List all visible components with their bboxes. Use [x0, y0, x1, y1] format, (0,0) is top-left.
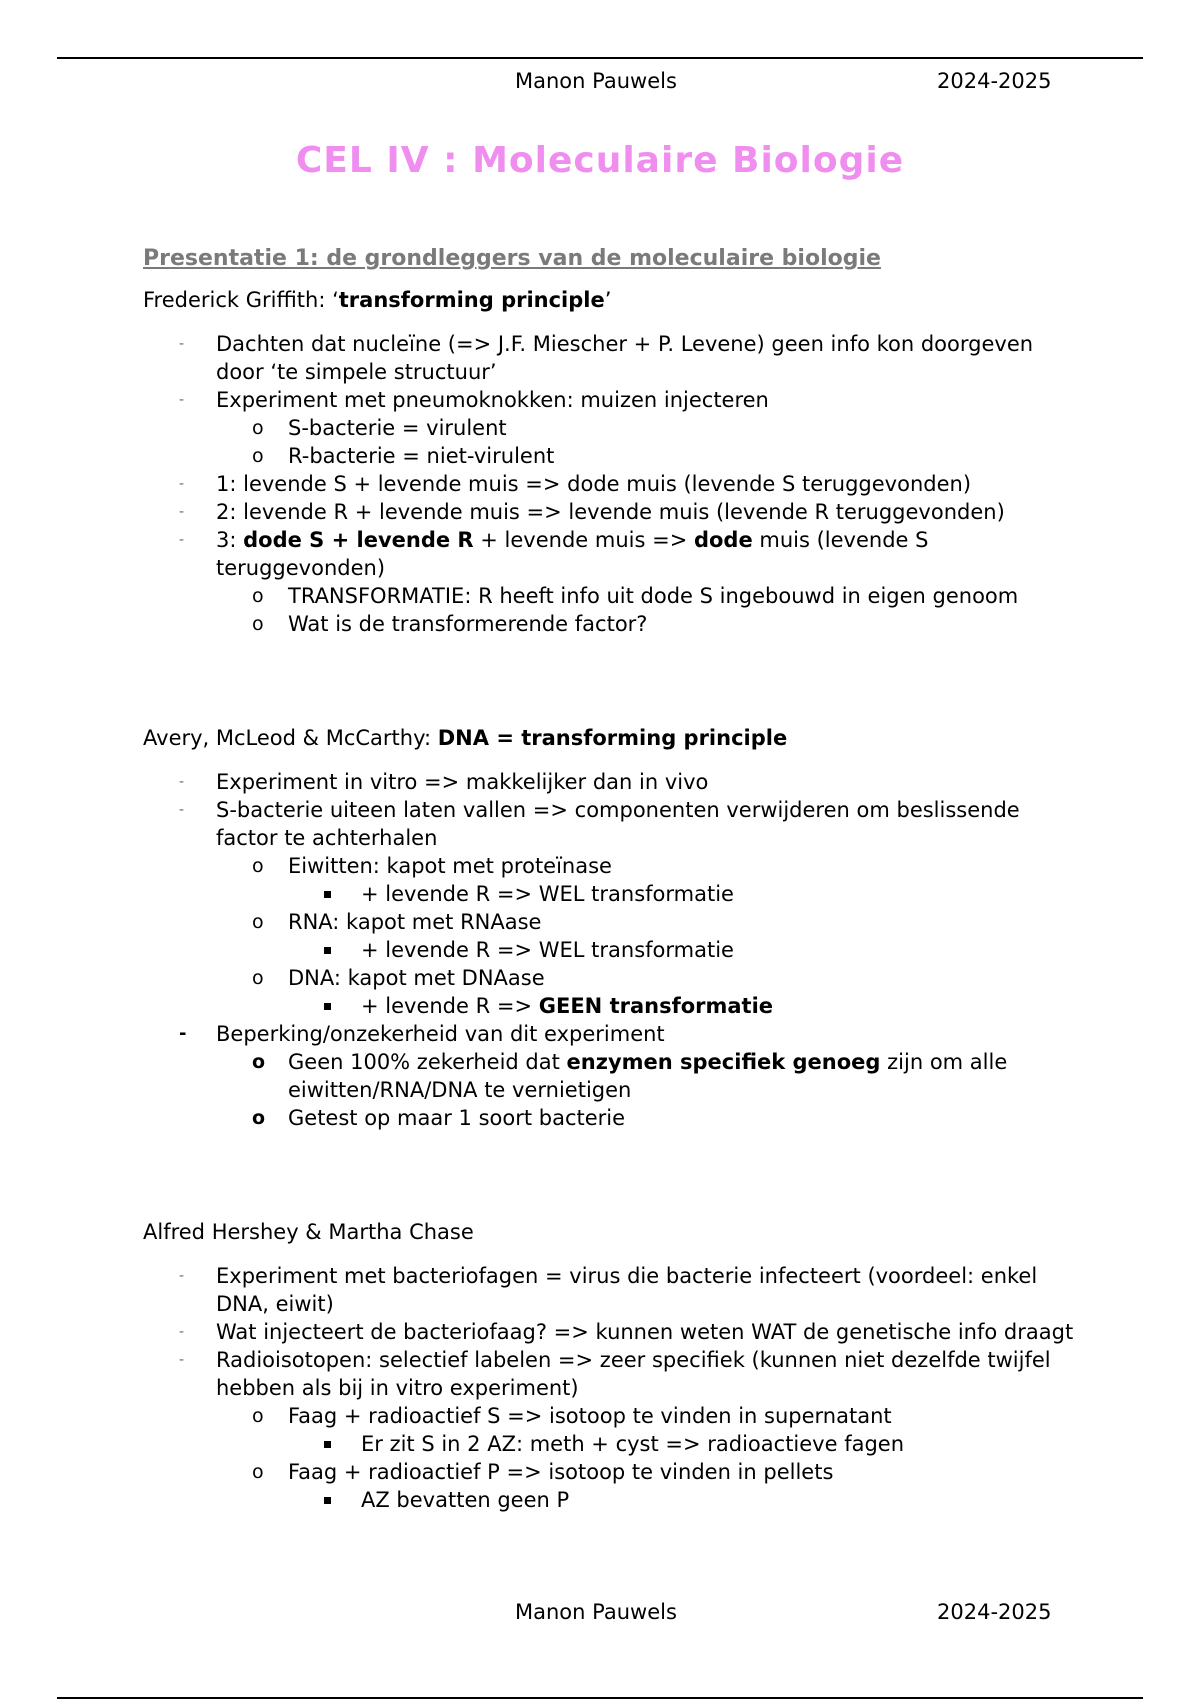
list-item: + levende R => WEL transformatie: [143, 936, 1083, 964]
square-bullet-icon: [324, 1497, 331, 1504]
list-item: o RNA: kapot met RNAase: [252, 910, 542, 934]
list-item: o Geen 100% zekerheid dat enzymen specifiek genoeg zijn om alle eiwitten/RNA/DNA te vernietigen: [252, 1050, 1008, 1102]
section-spacer: [143, 1132, 1083, 1218]
list-item: o Faag + radioactief P => isotoop te vinden in pellets: [252, 1460, 834, 1484]
list-item: - Experiment in vitro => makkelijker dan in vivo: [179, 770, 709, 794]
square-bullet-icon: [324, 1441, 331, 1448]
list-item: - 2: levende R + levende muis => levende muis (levende R teruggevonden): [179, 500, 1005, 524]
list-item: o Wat is de transformerende factor?: [252, 612, 648, 636]
footer-year: 2024-2025: [937, 1600, 1052, 1624]
list-item: - Experiment met bacteriofagen = virus die bacterie infecteert (voordeel: enkel DNA, eiwit): [179, 1264, 1038, 1316]
avery-list: [143, 768, 1083, 1132]
list-item: o Faag + radioactief S => isotoop te vinden in supernatant: [252, 1404, 892, 1428]
square-bullet-icon: [324, 947, 331, 954]
list-item: + levende R => GEEN transformatie: [143, 992, 1083, 1020]
list-item: o Eiwitten: kapot met proteïnase: [252, 854, 612, 878]
header-rule: [57, 57, 1143, 59]
list-item: o S-bacterie = virulent: [252, 416, 507, 440]
page-footer: [0, 1600, 1200, 1630]
list-item: - Radioisotopen: selectief labelen => zeer specifiek (kunnen niet dezelfde twijfel hebben als bij in vitro experiment): [179, 1348, 1051, 1400]
list-item: - Dachten dat nucleïne (=> J.F. Miescher + P. Levene) geen info kon doorgeven door ‘te simpele structuur’: [179, 332, 1034, 384]
square-bullet-icon: [324, 1003, 331, 1010]
list-item: AZ bevatten geen P: [143, 1486, 1083, 1514]
list-item: - S-bacterie uiteen laten vallen => componenten verwijderen om beslissende factor te achterhalen: [179, 798, 1020, 850]
list-item: - Experiment met pneumoknokken: muizen injecteren: [179, 388, 769, 412]
griffith-list: [143, 330, 1083, 638]
hershey-list: [143, 1262, 1083, 1514]
presentation-heading: Presentatie 1: de grondleggers van de moleculaire biologie: [143, 246, 881, 271]
header-author: Manon Pauwels: [515, 69, 677, 93]
footer-rule: [57, 1697, 1143, 1699]
page-header: [0, 69, 1200, 99]
list-item: Er zit S in 2 AZ: meth + cyst => radioactieve fagen: [143, 1430, 1083, 1458]
square-bullet-icon: [324, 891, 331, 898]
list-item: - 1: levende S + levende muis => dode muis (levende S teruggevonden): [179, 472, 972, 496]
list-item: + levende R => WEL transformatie: [143, 880, 1083, 908]
list-item: - 3: dode S + levende R + levende muis => dode muis (levende S teruggevonden): [179, 528, 929, 580]
list-item: o DNA: kapot met DNAase: [252, 966, 545, 990]
list-item: - Wat injecteert de bacteriofaag? => kunnen weten WAT de genetische info draagt: [179, 1320, 1074, 1344]
list-item: - Beperking/onzekerheid van dit experiment: [179, 1022, 665, 1046]
section-intro-griffith: Frederick Griffith: ‘transforming principle’: [143, 288, 612, 312]
section-spacer: [143, 638, 1083, 724]
list-item: o R-bacterie = niet-virulent: [252, 444, 555, 468]
list-item: o Getest op maar 1 soort bacterie: [252, 1106, 626, 1130]
footer-author: Manon Pauwels: [515, 1600, 677, 1624]
section-intro-avery: Avery, McLeod & McCarthy: DNA = transforming principle: [143, 726, 788, 750]
header-year: 2024-2025: [937, 69, 1052, 93]
list-item: o TRANSFORMATIE: R heeft info uit dode S ingebouwd in eigen genoom: [252, 584, 1019, 608]
document-body: [143, 245, 1083, 1514]
section-intro-hershey: Alfred Hershey & Martha Chase: [143, 1220, 474, 1244]
document-title: CEL IV : Moleculaire Biologie: [295, 140, 905, 181]
